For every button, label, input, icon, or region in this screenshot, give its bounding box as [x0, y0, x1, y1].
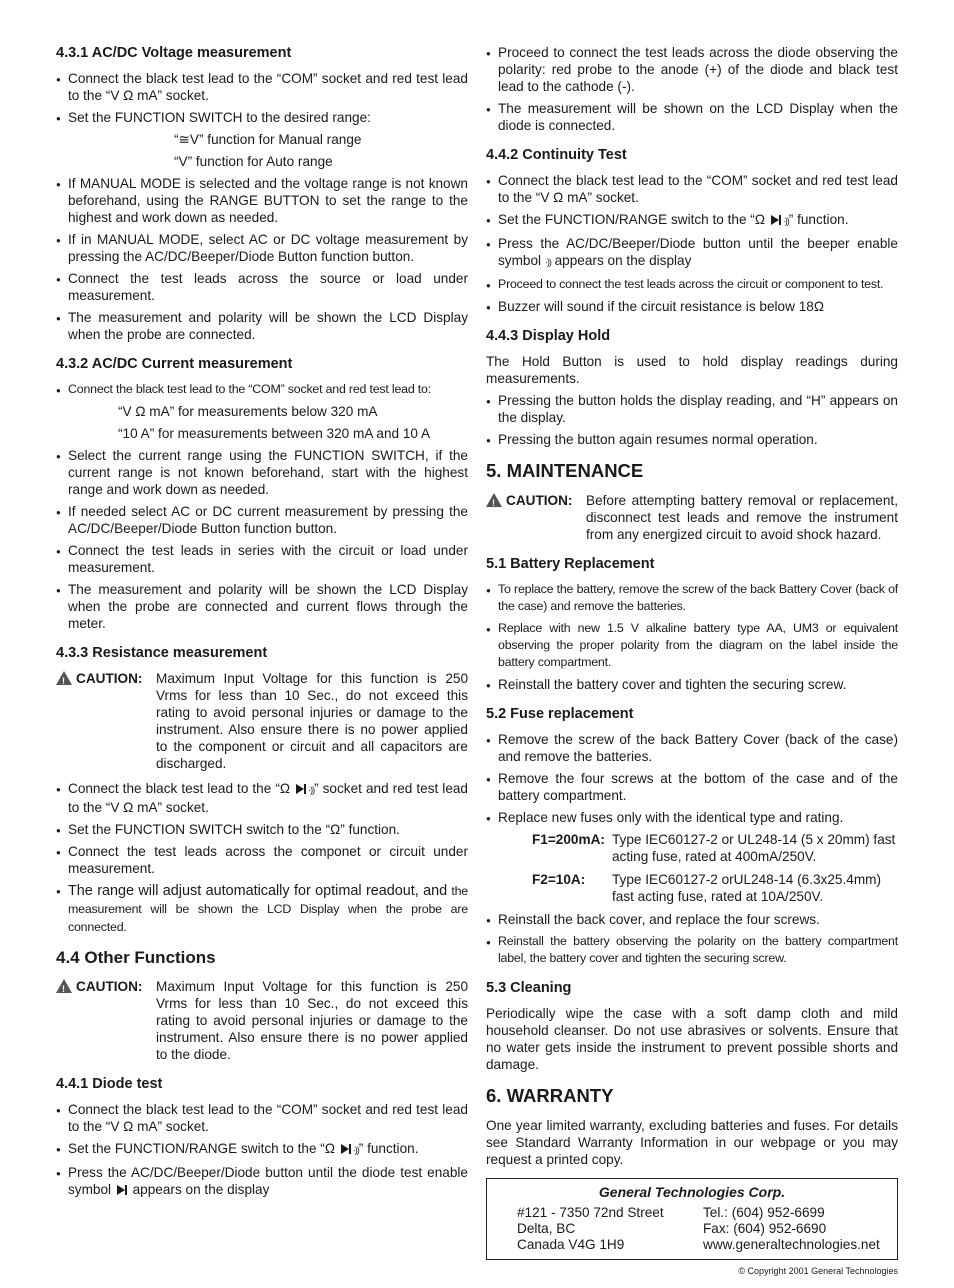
warning-icon — [56, 979, 72, 993]
section-title: 4.4.3 Display Hold — [486, 328, 611, 344]
list-item: ● Reinstall the battery cover and tighten the securing screw. — [486, 676, 898, 693]
list-item: ● Replace with new 1.5 V alkaline battery type AA, UM3 or equivalent observing the proper polarity from the diagram on the label inside the battery compartment. — [486, 620, 898, 671]
list-item: ● Set the FUNCTION SWITCH to the desired range: — [56, 109, 468, 126]
list-item: ● Proceed to connect the test leads across the diode observing the polarity: red probe to the anode (+) of the diode and black test lead to the cathode (-). — [486, 44, 898, 95]
caution-block — [486, 492, 898, 543]
section-resistance — [56, 644, 468, 936]
socket-option: “10 A” for measurements between 320 mA and 10 A — [118, 426, 431, 441]
section-other-functions — [56, 948, 468, 1063]
caution-text: Maximum Input Voltage for this function is 250 Vrms for less than 10 Sec., do not exceed this rating to avoid personal injuries or damage to the instrument. Also ensure there is no power applied to the diode. — [156, 979, 468, 1062]
section-warranty — [486, 1085, 898, 1276]
list-item: ● Select the current range using the FUNCTION SWITCH, if the current range is not known beforehand, start with the highest range and work down as needed. — [56, 447, 468, 498]
list-item: ● To replace the battery, remove the screw of the back Battery Cover (back of the case) and remove the batteries. — [486, 581, 898, 615]
caution-text: Maximum Input Voltage for this function is 250 Vrms for less than 10 Sec., do not exceed this rating to avoid personal injuries or damage to the instrument. Also ensure there is no power applied to the component or circuit and all capacitors are discharged. — [156, 671, 468, 771]
beeper-icon: ·)) — [544, 257, 551, 267]
list-item: ● Press the AC/DC/Beeper/Diode button until the beeper enable symbol ·)) appears on the display — [486, 235, 898, 271]
list-item: ● Connect the black test lead to the “Ω ·))” socket and red test lead to the “V Ω mA” socket. — [56, 780, 468, 816]
fuse-value: Type IEC60127-2 or UL248-14 (5 x 20mm) fast acting fuse, rated at 400mA/250V. — [612, 832, 896, 864]
list-item: ● Press the AC/DC/Beeper/Diode button until the diode test enable symbol appears on the display — [56, 1164, 468, 1198]
caution-block — [56, 670, 468, 772]
list-item: ● If needed select AC or DC current measurement by pressing the AC/DC/Beeper/Diode Button function button. — [56, 503, 468, 537]
fuse-spec — [486, 871, 898, 905]
section-display-hold — [486, 327, 898, 448]
website: www.generaltechnologies.net — [703, 1237, 880, 1252]
list-item: ● Pressing the button again resumes normal operation. — [486, 431, 898, 448]
list-item: ● Remove the four screws at the bottom of the case and of the battery compartment. — [486, 770, 898, 804]
caution-label: CAUTION: — [76, 671, 143, 686]
list-item: ● Reinstall the back cover, and replace the four screws. — [486, 911, 898, 928]
list-item: ● Connect the black test lead to the “COM” socket and red test lead to: — [56, 381, 468, 398]
section-title: 5.2 Fuse replacement — [486, 706, 634, 722]
socket-option: “V Ω mA” for measurements below 320 mA — [118, 404, 378, 419]
address-line: Delta, BC — [517, 1221, 576, 1236]
list-item: ● Connect the test leads in series with the circuit or load under measurement. — [56, 542, 468, 576]
list-item: ● Set the FUNCTION/RANGE switch to the “Ω ·))” function. — [486, 211, 898, 230]
section-title: 4.4.1 Diode test — [56, 1076, 163, 1092]
diode-icon — [769, 215, 783, 225]
section-title: 5.3 Cleaning — [486, 980, 572, 996]
diode-icon — [294, 784, 308, 794]
section-battery-replacement — [486, 555, 898, 693]
diode-icon — [339, 1144, 353, 1154]
caution-label: CAUTION: — [506, 493, 573, 508]
section-cleaning — [486, 979, 898, 1073]
address-line: #121 - 7350 72nd Street — [517, 1205, 664, 1220]
paragraph: One year limited warranty, excluding batteries and fuses. For details see Standard Warranty Information in our webpage or you may request a printed copy. — [486, 1118, 898, 1167]
section-title: 4.3.3 Resistance measurement — [56, 645, 268, 661]
list-item: ● Set the FUNCTION/RANGE switch to the “Ω ·))” function. — [56, 1140, 468, 1159]
list-item: ● Buzzer will sound if the circuit resistance is below 18Ω — [486, 298, 898, 315]
list-item: ● Connect the test leads across the componet or circuit under measurement. — [56, 843, 468, 877]
beeper-icon: ·)) — [782, 216, 789, 226]
list-item: ● Connect the black test lead to the “COM” socket and red test lead to the “V Ω mA” socket. — [56, 70, 468, 104]
caution-block — [56, 978, 468, 1063]
warning-icon — [56, 671, 72, 685]
fuse-label: F2=10A: — [532, 872, 586, 887]
list-item: ● Connect the black test lead to the “COM” socket and red test lead to the “V Ω mA” socket. — [56, 1101, 468, 1135]
fax: Fax: (604) 952-6690 — [703, 1221, 827, 1236]
list-item: ● The measurement will be shown on the LCD Display when the diode is connected. — [486, 100, 898, 134]
list-item: ● Proceed to connect the test leads across the circuit or component to test. — [486, 276, 898, 293]
left-column — [56, 44, 468, 1210]
paragraph: Periodically wipe the case with a soft damp cloth and mild household cleanser. Do not use abrasives or solvents. Ensure that no water gets inside the instrument to prevent possible shorts and damage. — [486, 1006, 898, 1072]
fuse-label: F1=200mA: — [532, 832, 605, 847]
section-continuity — [486, 146, 898, 315]
contact-box — [486, 1178, 898, 1260]
beeper-icon: ·)) — [308, 785, 315, 795]
section-title: 4.3.1 AC/DC Voltage measurement — [56, 45, 292, 61]
caution-label: CAUTION: — [76, 979, 143, 994]
list-item: ● The measurement and polarity will be shown the LCD Display when the probe are connected. — [56, 309, 468, 343]
section-title: 6. WARRANTY — [486, 1085, 614, 1106]
list-item: ● The measurement and polarity will be shown the LCD Display when the probe are connected and current flows through the meter. — [56, 581, 468, 632]
list-item: ● Set the FUNCTION SWITCH switch to the “Ω” function. — [56, 821, 468, 838]
list-item: ● The range will adjust automatically for optimal readout, and the measurement will be shown the LCD Display when the probe are connected. — [56, 882, 468, 936]
section-title: 4.4 Other Functions — [56, 948, 216, 967]
section-diode-test — [56, 1075, 468, 1198]
section-title: 4.3.2 AC/DC Current measurement — [56, 356, 293, 372]
right-column — [486, 44, 898, 1288]
list-item: ● Reinstall the battery observing the polarity on the battery compartment label, the battery cover and tighten the securing screw. — [486, 933, 898, 967]
section-maintenance — [486, 460, 898, 543]
address-line: Canada V4G 1H9 — [517, 1237, 625, 1252]
company-name: General Technologies Corp. — [598, 1184, 786, 1200]
list-item: ● Connect the black test lead to the “COM” socket and red test lead to the “V Ω mA” socket. — [486, 172, 898, 206]
beeper-icon: ·)) — [352, 1145, 359, 1155]
section-ac-dc-voltage — [56, 44, 468, 343]
fuse-value: Type IEC60127-2 orUL248-14 (6.3x25.4mm) fast acting fuse, rated at 10A/250V. — [612, 872, 881, 904]
warning-icon — [486, 493, 502, 507]
list-item: ● Replace new fuses only with the identical type and rating. — [486, 809, 898, 826]
section-title: 5. MAINTENANCE — [486, 460, 644, 481]
caution-text: Before attempting battery removal or replacement, disconnect test leads and remove the instrument from any energized circuit to avoid shock hazard. — [586, 493, 898, 542]
section-ac-dc-current — [56, 355, 468, 632]
section-title: 5.1 Battery Replacement — [486, 556, 655, 572]
range-option: “V” function for Auto range — [174, 154, 333, 169]
range-option: “≅V” function for Manual range — [174, 132, 362, 147]
phone: Tel.: (604) 952-6699 — [703, 1205, 825, 1220]
list-item: ● Connect the test leads across the source or load under measurement. — [56, 270, 468, 304]
section-diode-test-cont — [486, 44, 898, 134]
fuse-spec — [486, 831, 898, 865]
list-item: ● Remove the screw of the back Battery Cover (back of the case) and remove the batteries. — [486, 731, 898, 765]
list-item: ● Pressing the button holds the display reading, and “H” appears on the display. — [486, 392, 898, 426]
section-fuse-replacement — [486, 705, 898, 967]
list-item: ● If MANUAL MODE is selected and the voltage range is not known beforehand, using the RANGE BUTTON to set the range to the highest and work down as needed. — [56, 175, 468, 226]
copyright: © Copyright 2001 General Technologies — [738, 1266, 898, 1276]
paragraph: The Hold Button is used to hold display readings during measurements. — [486, 354, 898, 386]
diode-icon — [115, 1185, 129, 1195]
list-item: ● If in MANUAL MODE, select AC or DC voltage measurement by pressing the AC/DC/Beeper/Diode Button function button. — [56, 231, 468, 265]
section-title: 4.4.2 Continuity Test — [486, 147, 627, 163]
